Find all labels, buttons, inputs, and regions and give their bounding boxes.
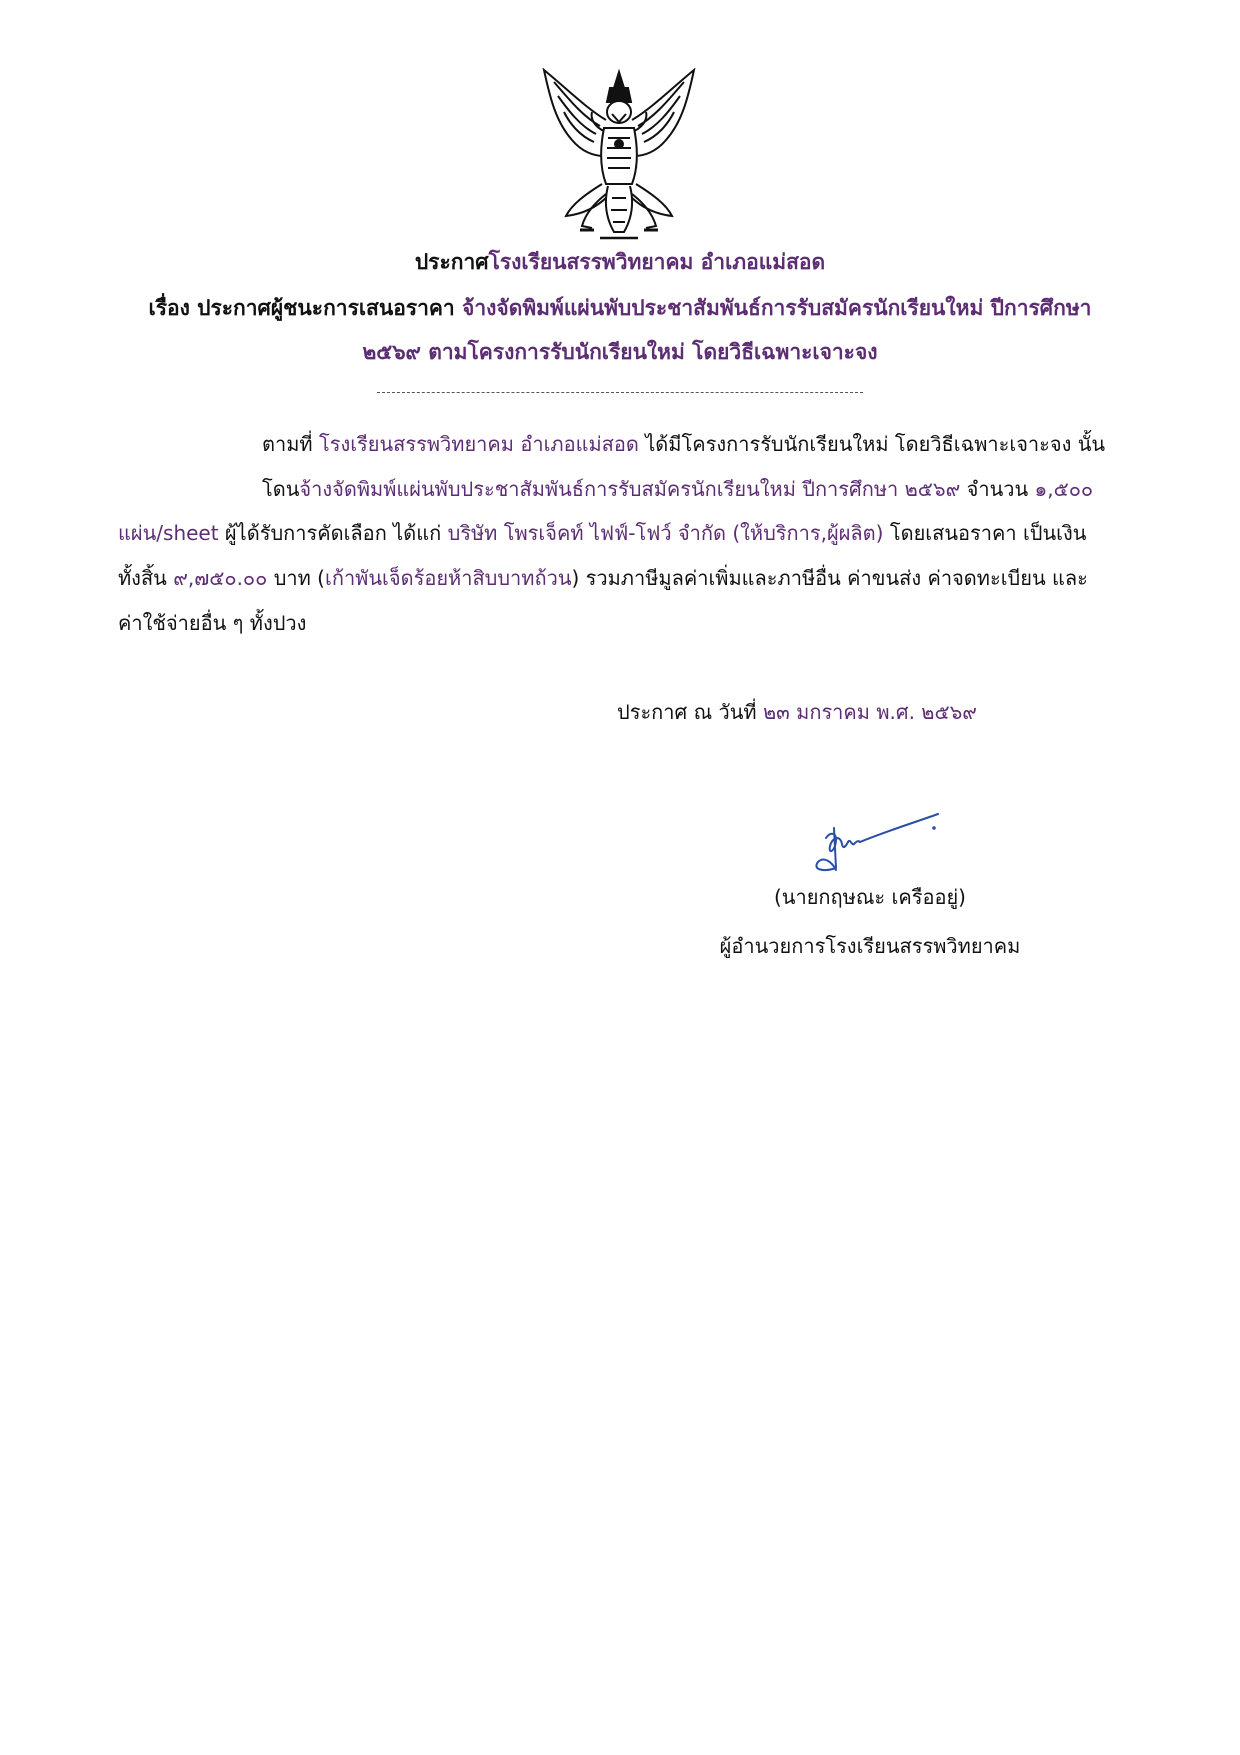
- body-text: ตามที่: [262, 432, 319, 456]
- body-text: จำนวน: [960, 477, 1035, 501]
- heading-line-1: [100, 248, 1140, 276]
- body-text: บาท (: [267, 566, 325, 590]
- date-prefix: ประกาศ ณ วันที่: [617, 700, 763, 724]
- body-text: โดน: [262, 477, 300, 501]
- body-school: โรงเรียนสรรพวิทยาคม อำเภอแม่สอด: [318, 432, 639, 456]
- body-line-5: ค่าใช้จ่ายอื่น ๆ ทั้งปวง: [118, 611, 307, 635]
- school-name: โรงเรียนสรรพวิทยาคม อำเภอแม่สอด: [488, 250, 826, 274]
- body-text: ผู้ได้รับการคัดเลือก ได้แก่: [218, 521, 448, 545]
- divider: [377, 392, 863, 393]
- garuda-emblem-icon: [536, 68, 702, 244]
- heading-prefix: ประกาศ: [414, 250, 489, 274]
- body-text: ทั้งสิ้น: [118, 566, 174, 590]
- body-text: ได้มีโครงการรับนักเรียนใหม่ โดยวิธีเฉพาะเจาะจง นั้น: [638, 432, 1106, 456]
- body-line-3: [118, 519, 1086, 547]
- body-line-2: [262, 475, 1093, 503]
- date-value: ๒๓ มกราคม พ.ศ. ๒๕๖๙: [762, 700, 977, 724]
- body-amount-words: เก้าพันเจ็ดร้อยห้าสิบบาทถ้วน: [325, 566, 572, 590]
- body-unit: แผ่น/sheet: [118, 521, 219, 545]
- subject-prefix: เรื่อง ประกาศผู้ชนะการเสนอราคา: [148, 296, 463, 320]
- body-text: โดยเสนอราคา เป็นเงิน: [883, 521, 1087, 545]
- body-vendor: บริษัท โพรเจ็คท์ ไฟฟ์-โฟว์ จำกัด (ให้บริการ,ผู้ผลิต): [447, 521, 884, 545]
- subject-title: จ้างจัดพิมพ์แผ่นพับประชาสัมพันธ์การรับสมัครนักเรียนใหม่ ปีการศึกษา: [462, 296, 1092, 320]
- heading-line-2: [100, 294, 1140, 322]
- body-amount: ๙,๗๕๐.๐๐: [173, 566, 268, 590]
- heading-line-3: ๒๕๖๙ ตามโครงการรับนักเรียนใหม่ โดยวิธีเฉพาะเจาะจง: [362, 340, 878, 364]
- body-project: จ้างจัดพิมพ์แผ่นพับประชาสัมพันธ์การรับสมัครนักเรียนใหม่ ปีการศึกษา ๒๕๖๙: [299, 477, 961, 501]
- announcement-date: [617, 698, 977, 726]
- body-line-1: [262, 430, 1105, 458]
- body-text: ) รวมภาษีมูลค่าเพิ่มและภาษีอื่น ค่าขนส่ง ค่าจดทะเบียน และ: [571, 566, 1088, 590]
- body-quantity: ๑,๕๐๐: [1034, 477, 1094, 501]
- body-line-4: [118, 564, 1088, 592]
- signature-icon: [806, 810, 946, 890]
- signer-position: ผู้อำนวยการโรงเรียนสรรพวิทยาคม: [719, 934, 1021, 958]
- signer-name: (นายกฤษณะ เครืออยู่): [774, 885, 966, 909]
